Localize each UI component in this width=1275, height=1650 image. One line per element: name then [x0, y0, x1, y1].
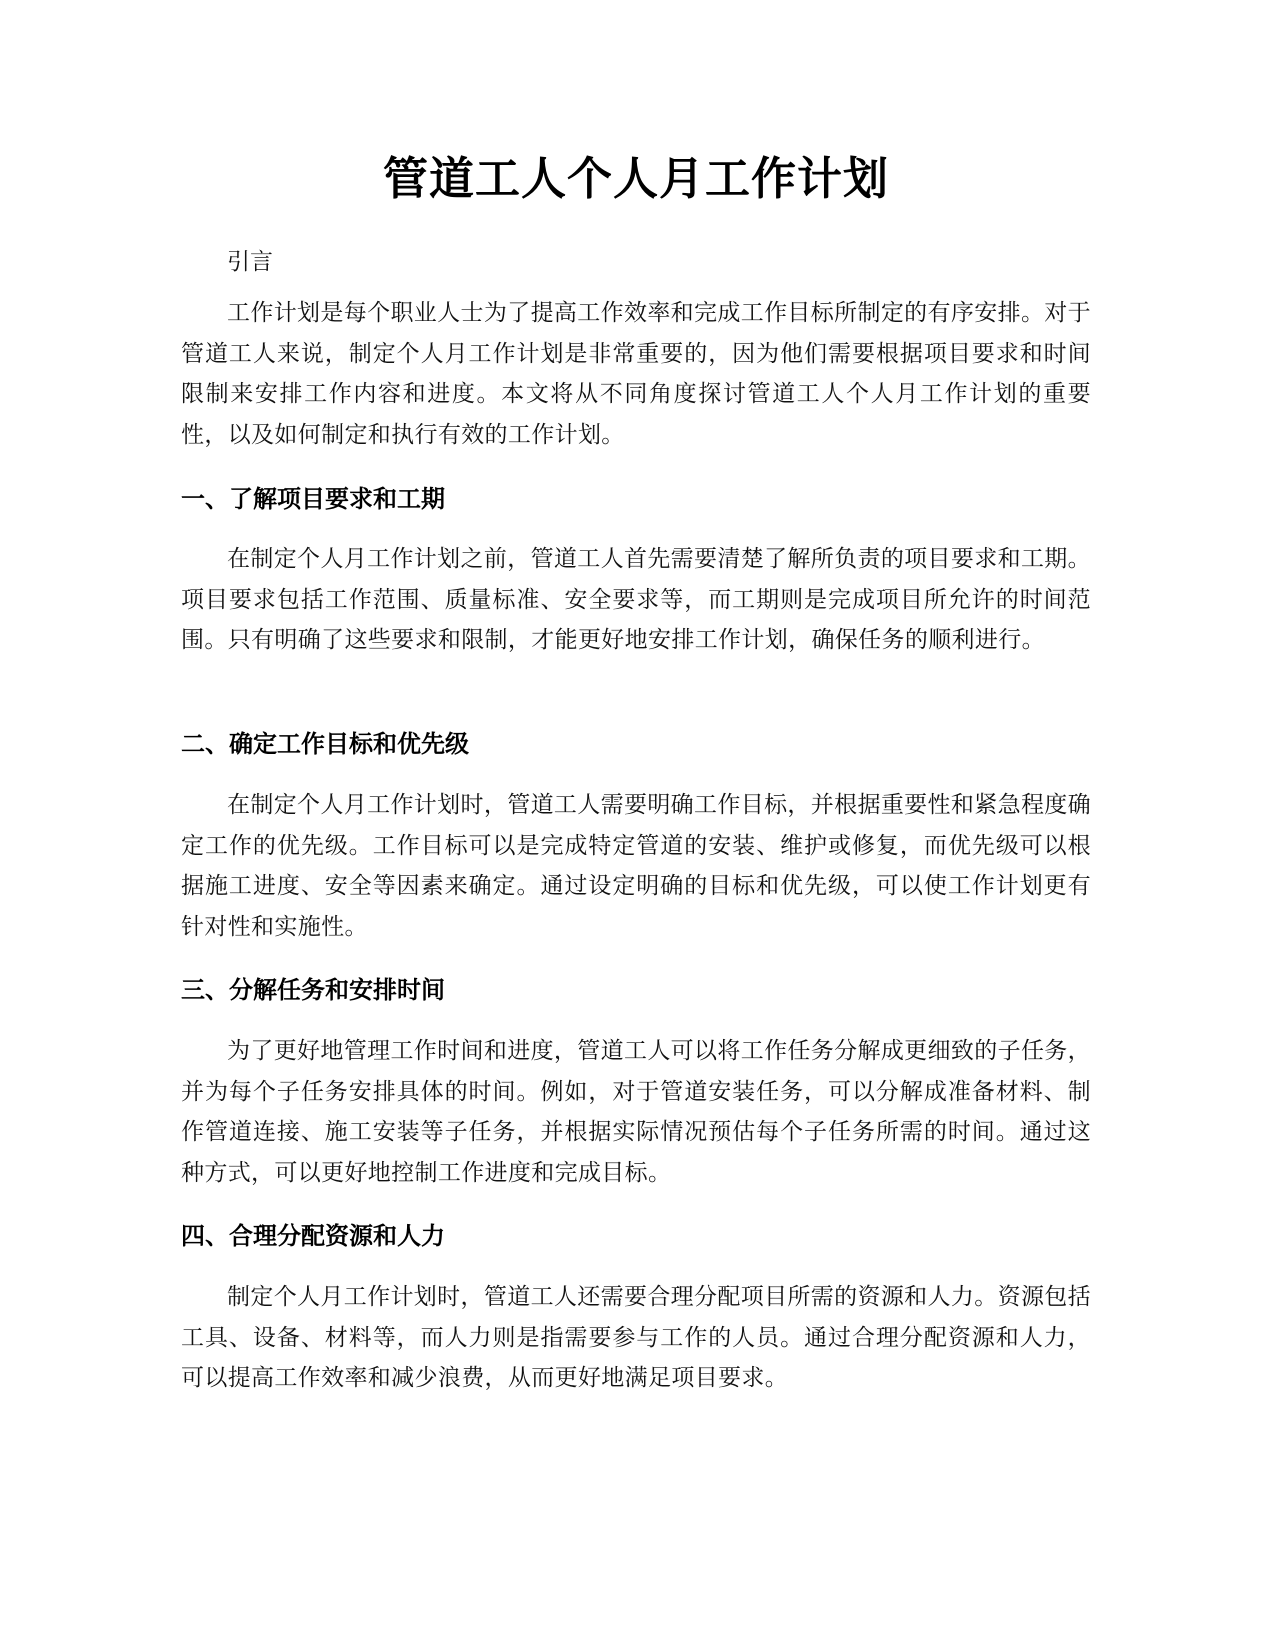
section-body-2: 在制定个人月工作计划时，管道工人需要明确工作目标，并根据重要性和紧急程度确定工作的优先级。工作目标可以是完成特定管道的安装、维护或修复，而优先级可以根据施工进度、安全等因素来确定。通过设定明确的目标和优先级，可以使工作计划更有针对性和实施性。: [181, 792, 1091, 941]
section-heading-3: 三、分解任务和安排时间: [181, 976, 445, 1004]
intro-paragraph: 工作计划是每个职业人士为了提高工作效率和完成工作目标所制定的有序安排。对于管道工人来说，制定个人月工作计划是非常重要的，因为他们需要根据项目要求和时间限制来安排工作内容和进度。本文将从不同角度探讨管道工人个人月工作计划的重要性，以及如何制定和执行有效的工作计划。: [181, 300, 1091, 449]
section-heading-2: 二、确定工作目标和优先级: [181, 730, 469, 758]
document-title: 管道工人个人月工作计划: [382, 152, 889, 205]
intro-label: 引言: [227, 249, 273, 275]
section-body-1: 在制定个人月工作计划之前，管道工人首先需要清楚了解所负责的项目要求和工期。项目要求包括工作范围、质量标准、安全要求等，而工期则是完成项目所允许的时间范围。只有明确了这些要求和限制，才能更好地安排工作计划，确保任务的顺利进行。: [181, 546, 1091, 654]
section-body-4: 制定个人月工作计划时，管道工人还需要合理分配项目所需的资源和人力。资源包括工具、设备、材料等，而人力则是指需要参与工作的人员。通过合理分配资源和人力，可以提高工作效率和减少浪费，从而更好地满足项目要求。: [181, 1284, 1091, 1392]
section-heading-1: 一、了解项目要求和工期: [181, 485, 445, 513]
section-heading-4: 四、合理分配资源和人力: [181, 1222, 445, 1250]
section-body-3: 为了更好地管理工作时间和进度，管道工人可以将工作任务分解成更细致的子任务，并为每个子任务安排具体的时间。例如，对于管道安装任务，可以分解成准备材料、制作管道连接、施工安装等子任务，并根据实际情况预估每个子任务所需的时间。通过这种方式，可以更好地控制工作进度和完成目标。: [181, 1038, 1091, 1187]
